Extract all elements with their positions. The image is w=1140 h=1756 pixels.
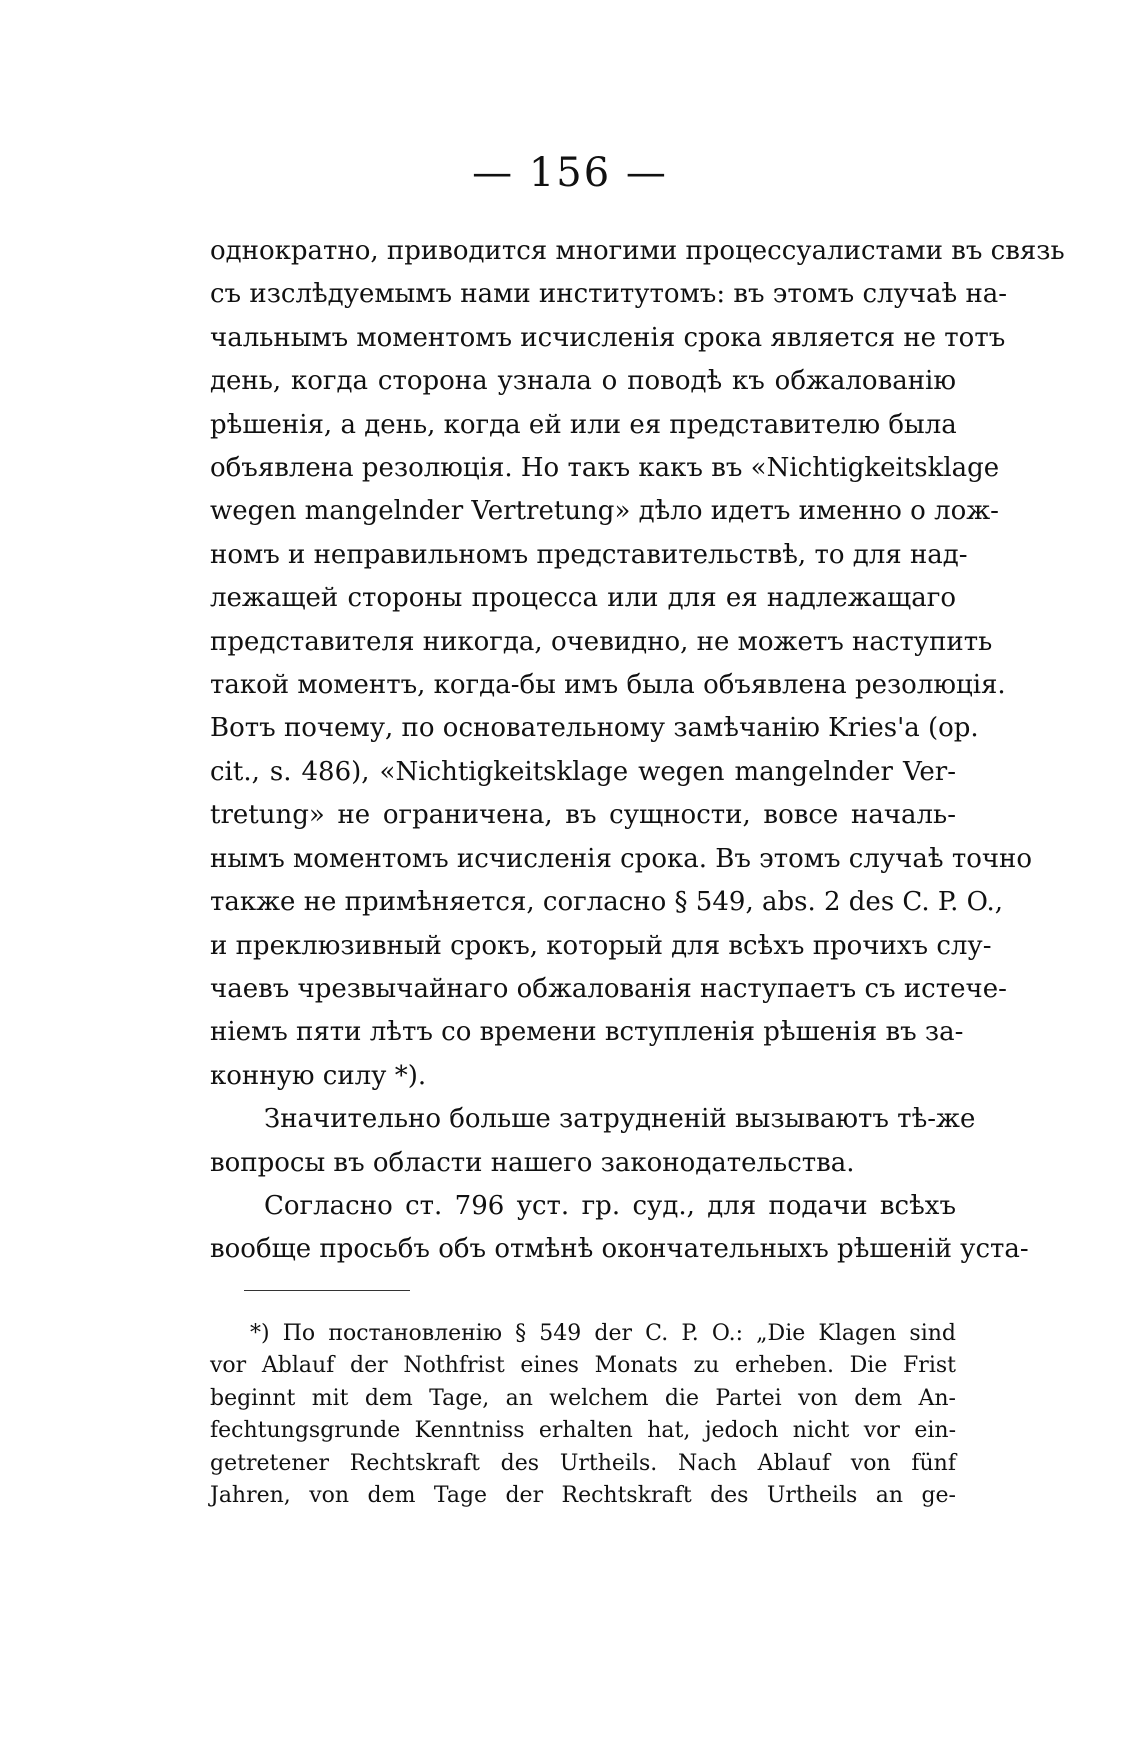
text-line: нымъ моментомъ исчисленія срока. Въ этомъ случаѣ точно [210, 843, 1033, 874]
footnote-line: vor Ablauf der Nothfrist eines Monats zu erheben. Die Frist [210, 1353, 956, 1379]
footnote-line: beginnt mit dem Tage, an welchem die Partei von dem An- [210, 1385, 956, 1411]
text-line: представителя никогда, очевидно, не можетъ наступить [210, 626, 993, 657]
footnote-line: Jahren, von dem Tage der Rechtskraft des Urtheils an ge- [210, 1483, 956, 1509]
text-line: Значительно больше затрудненій вызываютъ тѣ-же [264, 1104, 976, 1135]
footnote-line: getretener Rechtskraft des Urtheils. Nach Ablauf von fünf [210, 1450, 956, 1476]
text-line: wegen mangelnder Vertretung» дѣло идетъ именно о лож- [210, 496, 999, 527]
text-line: Вотъ почему, по основательному замѣчанію Kries'a (op. [210, 713, 979, 744]
text-line: такой моментъ, когда-бы имъ была объявлена резолюція. [210, 670, 1006, 701]
text-line: объявлена резолюція. Но такъ какъ въ «Nichtigkeitsklage [210, 453, 1000, 484]
text-line: чаевъ чрезвычайнаго обжалованія наступаетъ съ истече- [210, 973, 1007, 1004]
text-line: однократно, приводится многими процессуалистами въ связь [210, 236, 1065, 266]
text-line: конную силу *). [210, 1060, 427, 1091]
text-line: также не примѣняется, согласно § 549, abs. 2 des C. P. O., [210, 887, 1003, 918]
text-line: день, когда сторона узнала о поводѣ къ обжалованію [210, 366, 956, 397]
text-line: съ изслѣдуемымъ нами институтомъ: въ этомъ случаѣ на- [210, 279, 1008, 310]
text-line: cit., s. 486), «Nichtigkeitsklage wegen mangelnder Ver- [210, 756, 956, 787]
text-line: Согласно ст. 796 уст. гр. суд., для подачи всѣхъ [264, 1190, 956, 1221]
main-text [210, 230, 1065, 1272]
text-line: чальнымъ моментомъ исчисленія срока является не тотъ [210, 322, 1006, 353]
text-line: рѣшенія, а день, когда ей или ея представителю была [210, 409, 957, 440]
footnote-line: fechtungsgrunde Kenntniss erhalten hat, jedoch nicht vor ein- [210, 1418, 956, 1444]
text-line: вообще просьбъ объ отмѣнѣ окончательныхъ рѣшеній уста- [210, 1234, 1029, 1265]
text-line: номъ и неправильномъ представительствѣ, то для над- [210, 539, 968, 570]
text-line: ніемъ пяти лѣтъ со времени вступленія рѣшенія въ за- [210, 1017, 964, 1048]
text-line: вопросы въ области нашего законодательства. [210, 1147, 855, 1178]
page-number: — 156 — [472, 150, 668, 196]
text-line: лежащей стороны процесса или для ея надлежащаго [210, 583, 956, 614]
text-line: и преклюзивный срокъ, который для всѣхъ прочихъ слу- [210, 930, 992, 961]
footnote-line: *) По постановленію § 549 der C. P. O.: „Die Klagen sind [250, 1321, 956, 1346]
footnote-divider [244, 1290, 410, 1292]
text-line: tretung» не ограничена, въ сущности, вовсе началь- [210, 800, 956, 831]
footnote [210, 1318, 956, 1512]
